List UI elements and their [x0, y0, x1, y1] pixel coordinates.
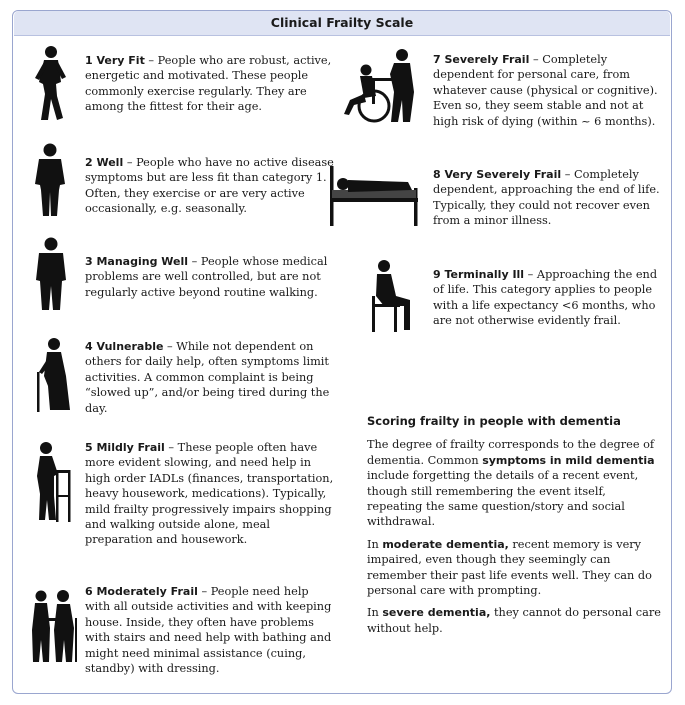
category-3-description: 3 Managing Well – People whose medical problems are well controlled, but are not regularly active beyond routine walking. [85, 255, 328, 299]
seated-person-icon [366, 258, 416, 334]
wheelchair-icon [336, 48, 424, 124]
standing-person-icon [30, 142, 70, 218]
page-title: Clinical Frailty Scale [14, 11, 670, 36]
dementia-scoring-section [367, 414, 663, 643]
category-4-description: 4 Vulnerable – While not dependent on others for daily help, often symptoms limit activities. A common complaint is being “slowed up”, and/or being tired during the day. [85, 340, 330, 415]
standing-person-icon [32, 236, 70, 312]
person-with-walker-icon [32, 440, 76, 524]
moderate-dementia-paragraph: In moderate dementia, recent memory is very impaired, even though they seemingly can remember their past life events well. They can do personal care with prompting. [367, 537, 652, 598]
category-8-description: 8 Very Severely Frail – Completely dependent, approaching the end of life. Typically, they could not recover even from a minor illness. [433, 168, 660, 228]
category-5-description: 5 Mildly Frail – These people often have more evident slowing, and need help in high order IADLs (finances, transportation, heavy housework, medications). Typically, mild frailty progressively impairs shopping and walking outside alone, meal preparation and housework. [85, 441, 334, 547]
category-1-description: 1 Very Fit – People who are robust, active, energetic and motivated. These people commonly exercise regularly. They are among the fittest for their age. [85, 54, 332, 114]
category-9-description: 9 Terminally Ill – Approaching the end of life. This category applies to people with a life expectancy <6 months, who are not otherwise evidently frail. [433, 268, 658, 328]
fit-walking-person-icon [30, 44, 70, 122]
mild-dementia-paragraph: The degree of frailty corresponds to the degree of dementia. Common symptoms in mild dementia include forgetting the details of a recent event, though still remembering the event itself, repeating the same question/story and social withdrawal. [367, 438, 655, 529]
person-with-cane-icon [30, 336, 78, 414]
category-6-description: 6 Moderately Frail – People need help with all outside activities and with keeping house. Inside, they often have problems with stairs and need help with bathing and might need minimal assistance (cuing, standby) with dressing. [85, 585, 332, 676]
assisted-walking-icon [26, 588, 82, 664]
category-2-description: 2 Well – People who have no active disease symptoms but are less fit than category 1. Often, they exercise or are very active occasionally, e.g. seasonally. [85, 156, 334, 216]
severe-dementia-paragraph: In severe dementia, they cannot do personal care without help. [367, 606, 661, 635]
dementia-scoring-heading: Scoring frailty in people with dementia [367, 414, 621, 428]
bedridden-person-icon [328, 166, 420, 228]
category-7-description: 7 Severely Frail – Completely dependent for personal care, from whatever cause (physical or cognitive). Even so, they seem stable and not at high risk of dying (within ~ 6 months). [433, 53, 658, 128]
